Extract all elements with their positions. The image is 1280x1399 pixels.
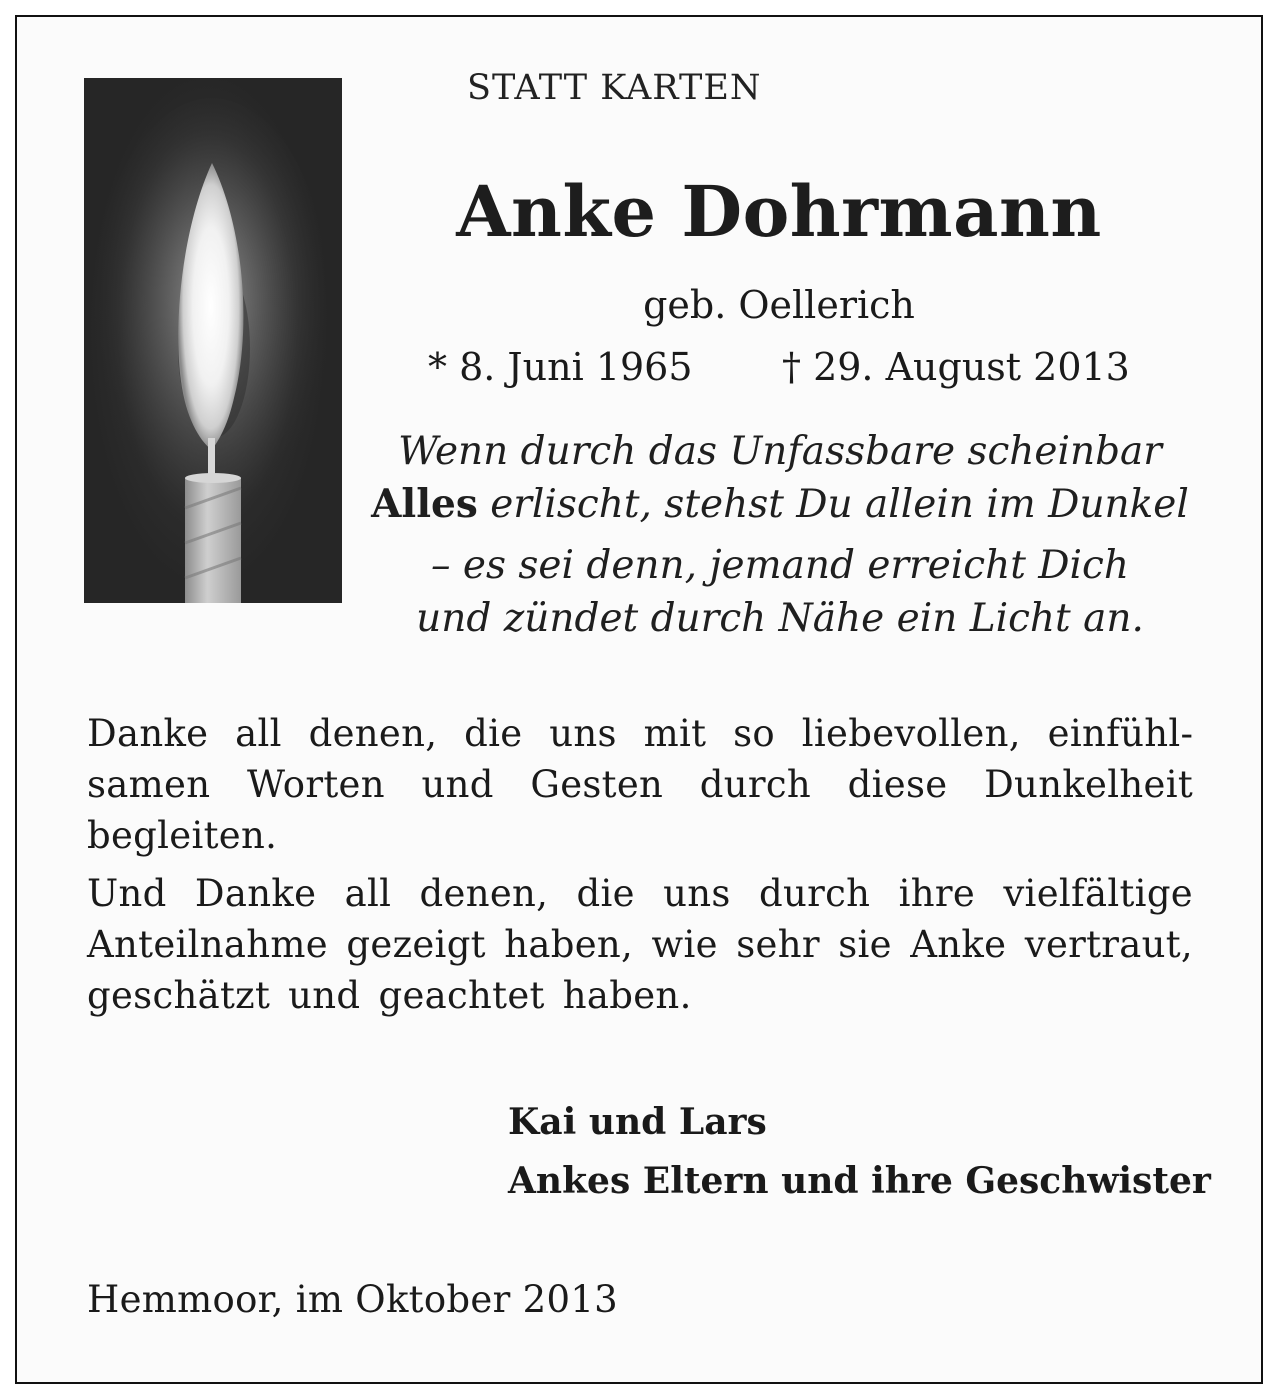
poem-line-2 <box>355 478 1205 531</box>
place-date: Hemmoor, im Oktober 2013 <box>87 1278 618 1321</box>
memorial-poem <box>355 425 1205 645</box>
candle-icon <box>84 78 342 603</box>
poem-line-4: und zündet durch Nähe ein Licht an. <box>416 596 1144 641</box>
thanks-paragraph-2: Und Danke all denen, die uns durch ihre vielfältige Anteilnahme gezeigt haben, wie sehr sie Anke vertraut, geschätzt und geachtet haben. <box>87 872 1193 1017</box>
poem-line-2-text: erlischt, stehst Du allein im Dunkel <box>477 482 1189 527</box>
birth-date: * 8. Juni 1965 <box>428 345 693 389</box>
deceased-name: Anke Dohrmann <box>456 170 1102 253</box>
statt-karten-heading: STATT KARTEN <box>467 68 762 108</box>
thanks-paragraph-1: Danke all denen, die uns mit so liebevollen, einfühlsamen Worten und Gesten durch diese Dunkelheit begleiten. <box>87 712 1193 857</box>
poem-emphasis: Alles <box>371 481 478 527</box>
signature-line-1: Kai und Lars <box>508 1101 767 1143</box>
signature-line-2: Ankes Eltern und ihre Geschwister <box>508 1160 1211 1202</box>
poem-line-1: Wenn durch das Unfassbare scheinbar <box>398 429 1162 474</box>
poem-line-3: – es sei denn, jemand erreicht Dich <box>431 543 1129 588</box>
candle-photo <box>84 78 342 603</box>
birth-name: geb. Oellerich <box>643 283 915 327</box>
death-date: † 29. August 2013 <box>782 345 1130 389</box>
